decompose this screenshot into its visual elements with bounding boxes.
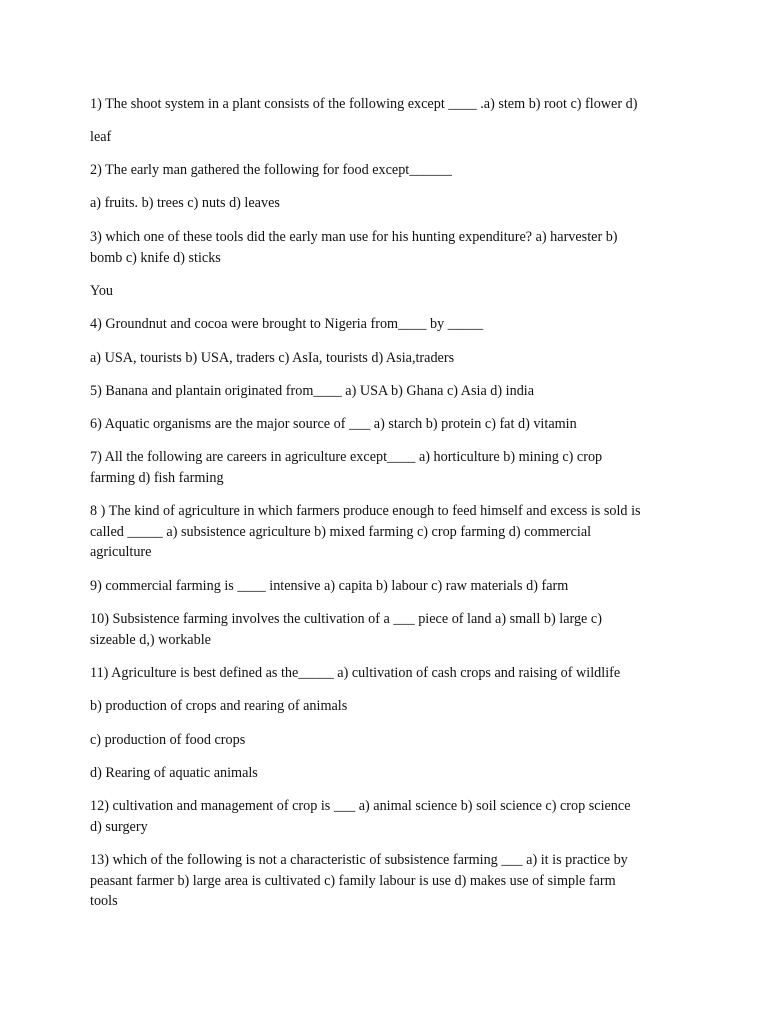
question-11-option-b — [90, 696, 682, 717]
text-line: 9) commercial farming is ____ intensive a) capita b) labour c) raw materials d) farm — [90, 578, 569, 594]
question-5 — [90, 381, 682, 402]
question-8 — [90, 501, 682, 563]
text-line: a) fruits. b) trees c) nuts d) leaves — [90, 195, 280, 211]
text-line: 8 ) The kind of agriculture in which farmers produce enough to feed himself and excess is sold is — [90, 503, 641, 519]
text-line: peasant farmer b) large area is cultivated c) family labour is use d) makes use of simple farm — [90, 872, 616, 889]
question-2 — [90, 160, 682, 181]
text-line: leaf — [90, 129, 112, 145]
question-4 — [90, 314, 682, 335]
text-line: 2) The early man gathered the following for food except______ — [90, 162, 452, 178]
question-13 — [90, 850, 682, 912]
text-line: called _____ a) subsistence agriculture b) mixed farming c) crop farming d) commercial — [90, 523, 592, 540]
text-line: 5) Banana and plantain originated from____ a) USA b) Ghana c) Asia d) india — [90, 383, 535, 399]
question-11 — [90, 663, 682, 684]
text-line: farming d) fish farming — [90, 469, 224, 486]
question-3 — [90, 227, 682, 268]
question-1 — [90, 94, 682, 115]
text-line: tools — [90, 893, 118, 909]
question-9 — [90, 576, 682, 597]
question-7 — [90, 447, 682, 488]
text-line: You — [90, 283, 114, 299]
text-line: 11) Agriculture is best defined as the_____ a) cultivation of cash crops and raising of wildlife — [90, 665, 621, 681]
question-11-option-d — [90, 763, 682, 784]
question-11-option-c — [90, 730, 682, 751]
text-line: 4) Groundnut and cocoa were brought to Nigeria from____ by _____ — [90, 316, 484, 332]
text-line: a) USA, tourists b) USA, traders c) AsIa, tourists d) Asia,traders — [90, 350, 455, 366]
text-line: 3) which one of these tools did the early man use for his hunting expenditure? a) harvester b) — [90, 229, 618, 245]
text-line: b) production of crops and rearing of animals — [90, 698, 348, 714]
question-1-continuation — [90, 127, 682, 148]
text-line: d) surgery — [90, 818, 148, 835]
text-line: 10) Subsistence farming involves the cultivation of a ___ piece of land a) small b) large c) — [90, 611, 602, 627]
text-line: 13) which of the following is not a characteristic of subsistence farming ___ a) it is practice by — [90, 852, 628, 868]
text-line: sizeable d,) workable — [90, 631, 211, 648]
stray-text — [90, 281, 682, 302]
question-10 — [90, 609, 682, 650]
question-4-options — [90, 348, 682, 369]
text-line: 1) The shoot system in a plant consists of the following except ____ .a) stem b) root c) flower d) — [90, 96, 638, 112]
text-line: bomb c) knife d) sticks — [90, 249, 221, 266]
text-line: 6) Aquatic organisms are the major source of ___ a) starch b) protein c) fat d) vitamin — [90, 416, 577, 432]
text-line: 12) cultivation and management of crop is ___ a) animal science b) soil science c) crop science — [90, 798, 631, 814]
text-line: d) Rearing of aquatic animals — [90, 765, 258, 781]
text-line: c) production of food crops — [90, 732, 246, 748]
question-6 — [90, 414, 682, 435]
text-line: 7) All the following are careers in agriculture except____ a) horticulture b) mining c) crop — [90, 449, 603, 465]
text-line: agriculture — [90, 544, 152, 560]
question-12 — [90, 796, 682, 837]
question-2-options — [90, 193, 682, 214]
